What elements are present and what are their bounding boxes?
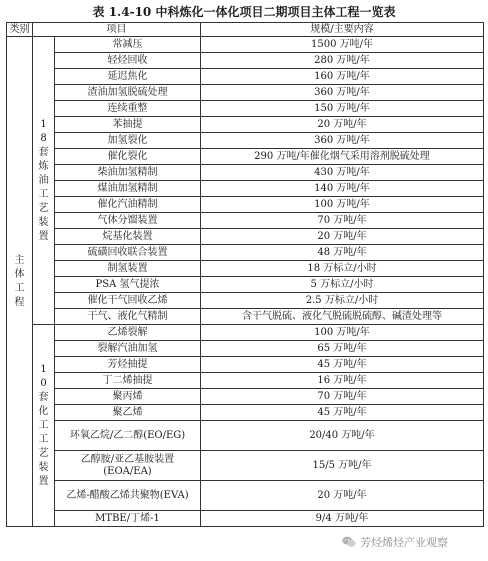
table-row <box>7 293 484 309</box>
table-row <box>7 261 484 277</box>
item-spec: 9/4 万吨/年 <box>201 511 484 527</box>
item-spec: 15/5 万吨/年 <box>201 451 484 481</box>
item-spec: 65 万吨/年 <box>201 341 484 357</box>
watermark <box>338 534 452 550</box>
table-row <box>7 69 484 85</box>
item-spec: 360 万吨/年 <box>201 133 484 149</box>
item-name: 芳烃抽提 <box>55 357 201 373</box>
item-spec: 2.5 万标立/小时 <box>201 293 484 309</box>
item-spec: 20/40 万吨/年 <box>201 421 484 451</box>
item-name: 延迟焦化 <box>55 69 201 85</box>
item-spec: 100 万吨/年 <box>201 197 484 213</box>
item-name: 连续重整 <box>55 101 201 117</box>
group-label-chemical: 1 0 套 化 工 工 艺 装 置 <box>33 325 55 527</box>
item-name: 苯抽提 <box>55 117 201 133</box>
item-spec: 45 万吨/年 <box>201 357 484 373</box>
table-row <box>7 117 484 133</box>
item-spec: 16 万吨/年 <box>201 373 484 389</box>
item-name: MTBE/丁烯-1 <box>55 511 201 527</box>
item-name: 乙烯裂解 <box>55 325 201 341</box>
table-row <box>7 373 484 389</box>
item-name: 煤油加氢精制 <box>55 181 201 197</box>
table-row <box>7 341 484 357</box>
item-spec: 290 万吨/年催化烟气采用溶剂脱硫处理 <box>201 149 484 165</box>
item-name: 环氧乙烷/乙二醇(EO/EG) <box>55 421 201 451</box>
table-row <box>7 357 484 373</box>
item-spec: 20 万吨/年 <box>201 229 484 245</box>
item-spec: 70 万吨/年 <box>201 213 484 229</box>
item-spec: 140 万吨/年 <box>201 181 484 197</box>
item-name: 催化汽油精制 <box>55 197 201 213</box>
item-name: 常减压 <box>55 37 201 53</box>
table-row <box>7 481 484 511</box>
item-name: 聚乙烯 <box>55 405 201 421</box>
item-spec: 160 万吨/年 <box>201 69 484 85</box>
table-row <box>7 149 484 165</box>
item-spec: 100 万吨/年 <box>201 325 484 341</box>
header-row <box>7 23 484 37</box>
item-spec: 70 万吨/年 <box>201 389 484 405</box>
table-row <box>7 389 484 405</box>
table-row <box>7 451 484 481</box>
header-spec: 规模/主要内容 <box>201 23 484 37</box>
item-name: 乙醇胺/亚乙基胺装置(EOA/EA) <box>55 451 201 481</box>
table-row <box>7 37 484 53</box>
table-row <box>7 85 484 101</box>
item-spec: 20 万吨/年 <box>201 481 484 511</box>
item-spec: 含干气脱硫、液化气脱硫脱硫醇、碱渣处理等 <box>201 309 484 325</box>
item-name: 丁二烯抽提 <box>55 373 201 389</box>
table-row <box>7 245 484 261</box>
item-name: PSA 氢气提浓 <box>55 277 201 293</box>
item-name: 制氢装置 <box>55 261 201 277</box>
item-name: 干气、液化气精制 <box>55 309 201 325</box>
item-spec: 45 万吨/年 <box>201 405 484 421</box>
table-row <box>7 133 484 149</box>
item-spec: 20 万吨/年 <box>201 117 484 133</box>
item-spec: 18 万标立/小时 <box>201 261 484 277</box>
item-spec: 1500 万吨/年 <box>201 37 484 53</box>
item-name: 硫磺回收联合装置 <box>55 245 201 261</box>
item-spec: 5 万标立/小时 <box>201 277 484 293</box>
table-row <box>7 405 484 421</box>
item-spec: 150 万吨/年 <box>201 101 484 117</box>
table-row <box>7 197 484 213</box>
table-row <box>7 277 484 293</box>
wechat-icon <box>342 536 356 548</box>
group-label-refining: 1 8 套 炼 油 工 艺 装 置 <box>33 37 55 325</box>
table-caption: 表 1.4-10 中科炼化一体化项目二期项目主体工程一览表 <box>92 5 396 19</box>
item-spec: 360 万吨/年 <box>201 85 484 101</box>
item-name: 加氢裂化 <box>55 133 201 149</box>
table-row <box>7 309 484 325</box>
item-name: 乙烯-醋酸乙烯共聚物(EVA) <box>55 481 201 511</box>
table-row <box>7 213 484 229</box>
item-spec: 280 万吨/年 <box>201 53 484 69</box>
item-name: 柴油加氢精制 <box>55 165 201 181</box>
table-row <box>7 511 484 527</box>
table-row <box>7 325 484 341</box>
table-row <box>7 421 484 451</box>
item-spec: 48 万吨/年 <box>201 245 484 261</box>
table-row <box>7 101 484 117</box>
main-category-cell: 主 体 工 程 <box>7 37 33 527</box>
item-name: 裂解汽油加氢 <box>55 341 201 357</box>
header-item: 项目 <box>33 23 201 37</box>
item-spec: 430 万吨/年 <box>201 165 484 181</box>
table-row <box>7 53 484 69</box>
table-row <box>7 229 484 245</box>
item-name: 轻烃回收 <box>55 53 201 69</box>
item-name: 渣油加氢脱硫处理 <box>55 85 201 101</box>
works-table <box>6 22 484 527</box>
table-row <box>7 181 484 197</box>
item-name: 催化干气回收乙烯 <box>55 293 201 309</box>
item-name: 气体分馏装置 <box>55 213 201 229</box>
item-name: 烷基化装置 <box>55 229 201 245</box>
item-name: 聚丙烯 <box>55 389 201 405</box>
table-row <box>7 165 484 181</box>
item-name: 催化裂化 <box>55 149 201 165</box>
header-category: 类别 <box>7 23 33 37</box>
watermark-text: 芳烃烯烃产业观察 <box>360 536 448 549</box>
